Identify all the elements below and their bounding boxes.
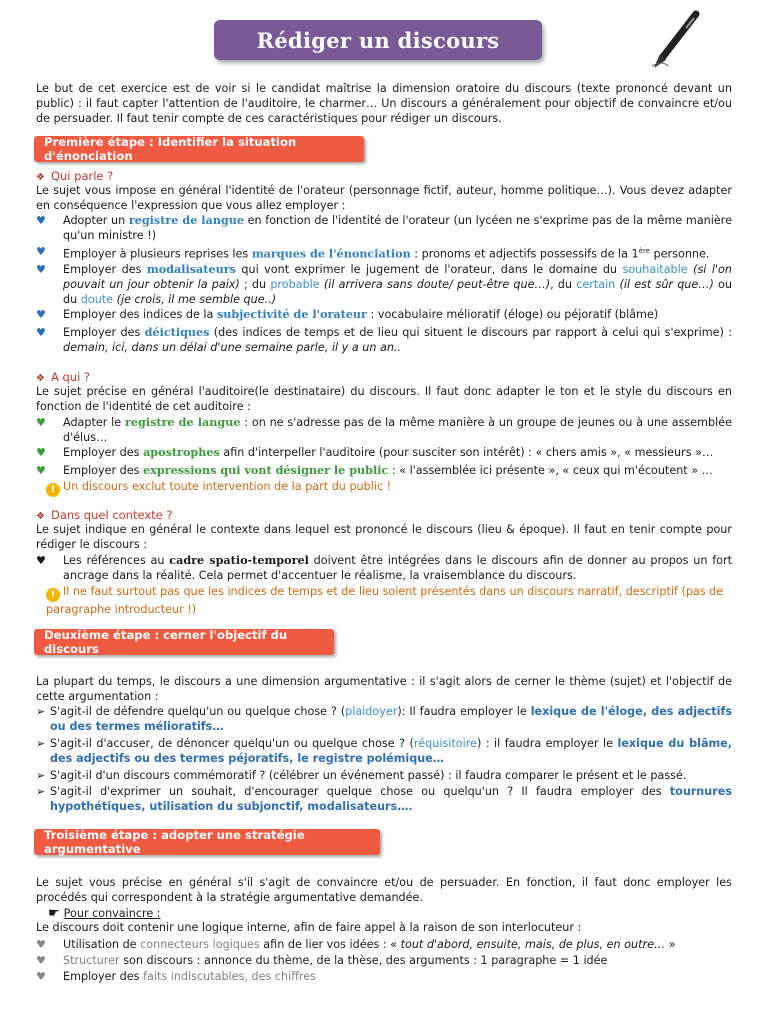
list-item: ➢ S'agit-il d'exprimer un souhait, d'encourager quelque chose ou quelqu'un ? Il faudra employer des tournures hypothétiques, utilisation du subjonctif, modalisateurs…. — [36, 785, 732, 813]
list-item: ♥ Utilisation de connecteurs logiques afin de lier vos idées : « tout d'abord, ensuite, mais, de plus, en outre… » — [36, 938, 676, 951]
arrow-bullet-icon: ➢ — [36, 705, 46, 718]
list-item: ♥ Employer à plusieurs reprises les marques de l'énonciation : pronoms et adjectifs possessifs de la 1ère personne. — [36, 245, 710, 261]
list-item: ♥ Employer des déictiques (des indices de temps et de lieu qui situent le discours par rapport à celui qui s'exprime) : demain, ici, dans un délai d'une semaine parle, il y a un an.. — [36, 325, 732, 354]
step2-intro: La plupart du temps, le discours a une dimension argumentative : il s'agit alors de cerner le thème (sujet) et l'objectif de cette argumentation : — [36, 675, 732, 703]
heart-bullet-icon: ♥ — [36, 970, 46, 983]
warning-note: ! Il ne faut surtout pas que les indices de temps et de lieu soient présentés dans un discours narratif, descriptif (pas de paragraphe introducteur !) — [46, 585, 724, 616]
diamond-icon: ❖ — [36, 511, 45, 522]
qui-parle-intro: Le sujet vous impose en général l'identité de l'orateur (personnage fictif, auteur, homme politique…). Vous devez adapter en conséquence l'expression que vous allez employer : — [36, 184, 732, 212]
step3-banner: Troisième étape : adopter une stratégie argumentative — [34, 829, 380, 855]
heart-bullet-icon: ♥ — [36, 245, 46, 258]
subheading-a-qui: ❖ A qui ? — [36, 370, 91, 384]
list-item: ➢ S'agit-il d'accuser, de dénoncer quelqu'un ou quelque chose ? (réquisitoire) : il faudra employer le lexique du blâme, des adjectifs ou des termes péjoratifs, le registre polémique… — [36, 737, 733, 765]
list-item: ♥ Employer des apostrophes afin d'interpeller l'auditoire (pour susciter son intérêt) : « chers amis », « messieurs »… — [36, 445, 714, 459]
list-item: ♥ Les références au cadre spatio-temporel doivent être intégrées dans le discours afin de donner au propos un fort ancrage dans la réalité. Cela permet d'accentuer le réalisme, la vraisemblance du discours. — [36, 553, 732, 582]
list-item: ➢ S'agit-il de défendre quelqu'un ou quelque chose ? (plaidoyer): Il faudra employer le lexique de l'éloge, des adjectifs ou des termes mélioratifs… — [36, 705, 732, 733]
pointing-hand-icon: ☛ — [48, 906, 60, 921]
step1-banner: Première étape : Identifier la situation d'énonciation — [34, 136, 364, 162]
subheading-contexte: ❖ Dans quel contexte ? — [36, 508, 173, 522]
heart-bullet-icon: ♥ — [36, 263, 46, 276]
contexte-intro: Le sujet indique en général le contexte dans lequel est prononcé le discours (lieu & époque). Il faut en tenir compte pour rédiger le discours : — [36, 523, 732, 551]
diamond-icon: ❖ — [36, 172, 45, 183]
list-item: ♥ Employer des faits indiscutables, des chiffres — [36, 970, 316, 983]
warning-note: ! Un discours exclut toute intervention de la part du public ! — [46, 479, 732, 497]
heart-bullet-icon: ♥ — [36, 464, 46, 477]
heart-bullet-icon: ♥ — [36, 938, 46, 951]
list-item: ♥ Employer des modalisateurs qui vont exprimer le jugement de l'orateur, dans le domaine du souhaitable (si l'on pouvait un jour obtenir la paix) ; du probable (il arrivera sans doute/ peut-être que…), du certain (il est sûr que…) ou du doute (je crois, il me semble que..) — [36, 262, 732, 306]
arrow-bullet-icon: ➢ — [36, 737, 46, 750]
list-item: ♥ Adapter le registre de langue : on ne s'adresse pas de la même manière à un groupe de jeunes ou à une assemblée d'élus… — [36, 415, 732, 444]
heart-bullet-icon: ♥ — [36, 954, 46, 967]
list-item: ♥ Employer des indices de la subjectivité de l'orateur : vocabulaire mélioratif (éloge) ou péjoratif (blâme) — [36, 307, 659, 321]
diamond-icon: ❖ — [36, 373, 45, 384]
list-item: ♥ Structurer son discours : annonce du thème, de la thèse, des arguments : 1 paragraphe = 1 idée — [36, 954, 608, 967]
list-item: ➢ S'agit-il d'un discours commémoratif ? (célébrer un événement passé) : il faudra comparer le présent et le passé. — [36, 769, 687, 782]
title-box — [214, 20, 542, 60]
pen-icon — [648, 10, 708, 70]
heart-bullet-icon: ♥ — [36, 446, 46, 459]
step2-banner: Deuxième étape : cerner l'objectif du discours — [34, 629, 334, 655]
step3-intro: Le sujet vous précise en général s'il s'agit de convaincre et/ou de persuader. En fonction, il faut donc employer les procédés qui correspondent à la stratégie argumentative demandée. — [36, 876, 732, 904]
heart-bullet-icon: ♥ — [36, 214, 46, 227]
logic-line: Le discours doit contenir une logique interne, afin de faire appel à la raison de son interlocuteur : — [36, 921, 582, 934]
page-title: Rédiger un discours — [256, 27, 500, 53]
heart-bullet-icon: ♥ — [36, 308, 46, 321]
heart-bullet-icon: ♥ — [36, 326, 46, 339]
subheading-qui-parle: ❖ Qui parle ? — [36, 169, 114, 183]
list-item: ♥ Employer des expressions qui vont désigner le public : « l'assemblée ici présente », « ceux qui m'écoutent » … — [36, 463, 713, 477]
arrow-bullet-icon: ➢ — [36, 785, 46, 798]
list-item: ♥ Adopter un registre de langue en fonction de l'identité de l'orateur (un lycéen ne s'exprime pas de la même manière qu'un ministre !) — [36, 213, 732, 242]
heart-bullet-icon: ♥ — [36, 416, 46, 429]
heart-bullet-icon: ♥ — [36, 554, 46, 567]
arrow-bullet-icon: ➢ — [36, 769, 46, 782]
a-qui-intro: Le sujet précise en général l'auditoire(le destinataire) du discours. Il faut donc adapter le ton et le style du discours en fonction de l'identité de cet auditoire : — [36, 385, 732, 413]
intro-paragraph: Le but de cet exercice est de voir si le candidat maîtrise la dimension oratoire du discours (texte prononcé devant un public) : il faut capter l'attention de l'auditoire, le charmer… Un discours a généralement pour objectif de convaincre et/ou de persuader. Il faut tenir compte de ces caractéristiques pour rédiger un discours. — [36, 82, 732, 125]
pour-convaincre-heading: ☛ Pour convaincre : — [48, 906, 161, 921]
warning-icon: ! — [46, 588, 60, 602]
warning-icon: ! — [46, 483, 60, 497]
